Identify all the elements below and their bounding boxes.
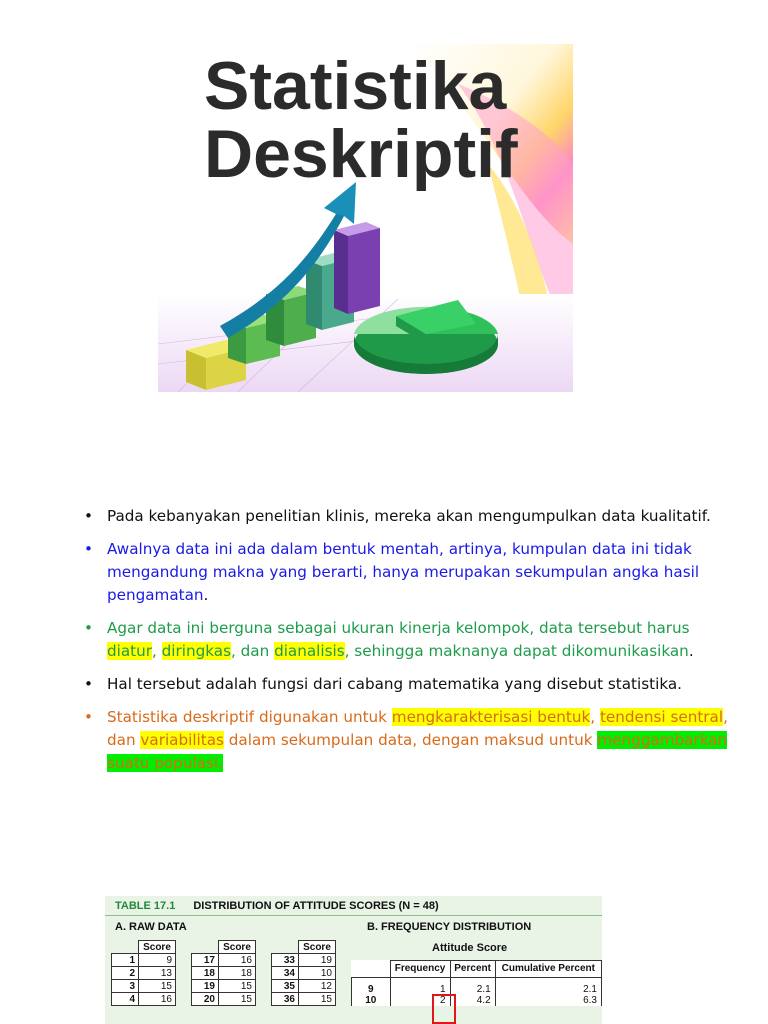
bullet-item-2 bbox=[84, 538, 744, 607]
bullet-item-4 bbox=[84, 673, 744, 696]
row-index: 4 bbox=[112, 993, 139, 1006]
score-value: 15 bbox=[219, 993, 256, 1006]
bullet-item-3 bbox=[84, 617, 744, 663]
bullet-text: , dan bbox=[231, 642, 275, 660]
table-row bbox=[112, 954, 176, 967]
score-value: 19 bbox=[299, 954, 336, 967]
highlight-dianalisis: dianalisis bbox=[274, 642, 345, 660]
cumulative-value: 6.3 bbox=[495, 995, 601, 1006]
bullet-dot-icon: • bbox=[84, 619, 93, 637]
score-value: 10 bbox=[352, 995, 391, 1006]
highlight-bentuk: mengkarakterisasi bentuk bbox=[391, 708, 591, 726]
score-value: 9 bbox=[352, 984, 391, 995]
bullet-text: Agar data ini berguna sebagai ukuran kinerja kelompok, data tersebut harus bbox=[107, 619, 690, 637]
table-row bbox=[112, 993, 176, 1006]
highlight-tendensi: tendensi sentral bbox=[599, 708, 724, 726]
bullet-punct: . bbox=[218, 754, 223, 772]
table-title: DISTRIBUTION OF ATTITUDE SCORES (N = 48) bbox=[193, 900, 439, 912]
bullet-item-5 bbox=[84, 706, 744, 775]
section-frequency-label: B. FREQUENCY DISTRIBUTION bbox=[367, 921, 532, 933]
frequency-value: 1 bbox=[390, 984, 450, 995]
frequency-header: Frequency bbox=[390, 961, 450, 978]
bullet-dot-icon: • bbox=[84, 540, 93, 558]
table-row bbox=[192, 993, 256, 1006]
row-index: 1 bbox=[112, 954, 139, 967]
row-index: 35 bbox=[272, 980, 299, 993]
table-caption bbox=[105, 896, 602, 916]
section-raw-data-label: A. RAW DATA bbox=[115, 921, 187, 933]
frequency-table bbox=[351, 960, 602, 1006]
bullet-dot-icon: • bbox=[84, 675, 93, 693]
bullet-item-1 bbox=[84, 505, 744, 528]
bullet-text: , bbox=[152, 642, 162, 660]
score-value: 18 bbox=[219, 967, 256, 980]
score-header: Score bbox=[299, 941, 336, 954]
row-index: 2 bbox=[112, 967, 139, 980]
score-value: 10 bbox=[299, 967, 336, 980]
table-row bbox=[192, 954, 256, 967]
bullet-text: Pada kebanyakan penelitian klinis, mereka akan mengumpulkan data kualitatif. bbox=[107, 507, 711, 525]
bullet-text: Hal tersebut adalah fungsi dari cabang matematika yang disebut statistika. bbox=[107, 675, 682, 693]
cumulative-value: 2.1 bbox=[495, 984, 601, 995]
table-row bbox=[272, 967, 336, 980]
bullet-text: dalam sekumpulan data, dengan maksud untuk bbox=[223, 731, 598, 749]
red-highlight-box bbox=[432, 994, 456, 1024]
score-value: 16 bbox=[219, 954, 256, 967]
highlight-populasi: menggambarkan suatu populasi bbox=[107, 731, 728, 772]
percent-header: Percent bbox=[450, 961, 495, 978]
hero-illustration bbox=[158, 44, 573, 392]
score-value: 16 bbox=[139, 993, 176, 1006]
row-index: 19 bbox=[192, 980, 219, 993]
bullet-list bbox=[84, 505, 744, 785]
table-row bbox=[352, 995, 602, 1006]
hero-title-line2: Deskriptif bbox=[204, 116, 518, 192]
cumulative-percent-header: Cumulative Percent bbox=[495, 961, 601, 978]
row-index: 33 bbox=[272, 954, 299, 967]
bullet-punct: . bbox=[203, 586, 209, 604]
table-row bbox=[272, 954, 336, 967]
score-header: Score bbox=[139, 941, 176, 954]
score-value: 13 bbox=[139, 967, 176, 980]
highlight-diringkas: diringkas bbox=[161, 642, 231, 660]
score-header: Score bbox=[219, 941, 256, 954]
attitude-score-label: Attitude Score bbox=[432, 942, 508, 954]
row-index: 3 bbox=[112, 980, 139, 993]
table-row bbox=[192, 967, 256, 980]
bullet-dot-icon: • bbox=[84, 507, 93, 525]
highlight-variabilitas: variabilitas bbox=[140, 731, 224, 749]
hero-title-line1: Statistika bbox=[204, 48, 507, 124]
table-row bbox=[352, 984, 602, 995]
bullet-text: , dan bbox=[107, 708, 728, 749]
row-index: 17 bbox=[192, 954, 219, 967]
bullet-text: , bbox=[590, 708, 600, 726]
blank-header bbox=[352, 961, 391, 978]
bullet-text: , sehingga maknanya dapat dikomunikasikan bbox=[344, 642, 689, 660]
table-row bbox=[272, 993, 336, 1006]
score-value: 15 bbox=[219, 980, 256, 993]
score-value: 15 bbox=[299, 993, 336, 1006]
table-row bbox=[112, 967, 176, 980]
score-value: 15 bbox=[139, 980, 176, 993]
table-row bbox=[112, 980, 176, 993]
frequency-value: 2 bbox=[390, 995, 450, 1006]
highlight-diatur: diatur bbox=[107, 642, 152, 660]
percent-value: 2.1 bbox=[450, 984, 495, 995]
score-value: 9 bbox=[139, 954, 176, 967]
bullet-text: Awalnya data ini ada dalam bentuk mentah, artinya, kumpulan data ini tidak mengandung makna yang berarti, hanya merupakan sekumpulan angka hasil pengamatan bbox=[107, 540, 700, 604]
attitude-score-table bbox=[105, 896, 602, 1024]
raw-data-group-2 bbox=[191, 940, 256, 1006]
row-index: 18 bbox=[192, 967, 219, 980]
row-index: 20 bbox=[192, 993, 219, 1006]
table-number: TABLE 17.1 bbox=[115, 900, 176, 912]
bullet-dot-icon: • bbox=[84, 708, 93, 726]
percent-value: 4.2 bbox=[450, 995, 495, 1006]
raw-data-group-1 bbox=[111, 940, 176, 1006]
table-row bbox=[272, 980, 336, 993]
row-index: 36 bbox=[272, 993, 299, 1006]
bullet-punct: . bbox=[688, 642, 694, 660]
bullet-text: Statistika deskriptif digunakan untuk bbox=[107, 708, 392, 726]
score-value: 12 bbox=[299, 980, 336, 993]
raw-data-group-3 bbox=[271, 940, 336, 1006]
table-row bbox=[192, 980, 256, 993]
bar-purple bbox=[334, 222, 380, 314]
row-index: 34 bbox=[272, 967, 299, 980]
